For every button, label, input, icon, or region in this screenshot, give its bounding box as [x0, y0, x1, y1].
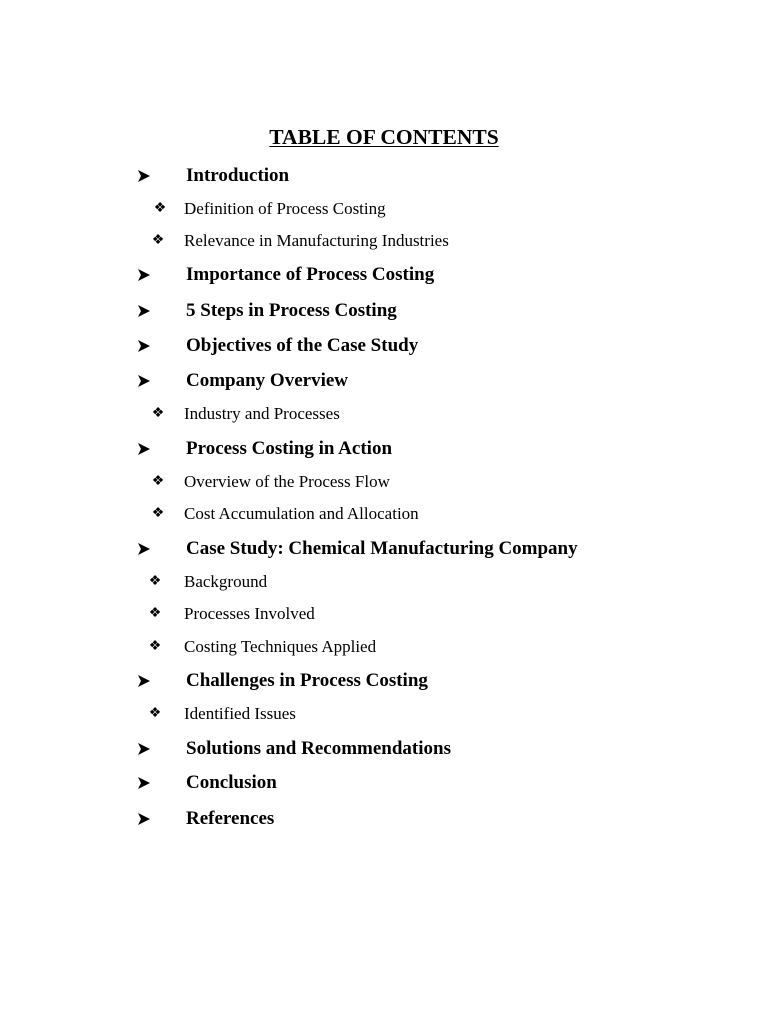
arrowhead-bullet-icon — [137, 434, 153, 464]
arrowhead-bullet-icon — [137, 366, 153, 396]
toc-entry-label: Costing Techniques Applied — [184, 637, 377, 656]
arrowhead-bullet-icon — [137, 734, 153, 764]
toc-entry-label: Conclusion — [186, 772, 277, 793]
four-diamond-bullet-icon: ❖ — [148, 639, 162, 654]
toc-entry-label: Company Overview — [186, 370, 349, 391]
toc-entry-label: Identified Issues — [184, 704, 296, 723]
toc-entry-label: Background — [184, 572, 268, 591]
toc-entry-label: Challenges in Process Costing — [186, 670, 428, 691]
toc-entry-label: Process Costing in Action — [186, 438, 393, 459]
four-diamond-bullet-icon: ❖ — [148, 574, 162, 589]
arrowhead-bullet-icon — [137, 260, 153, 290]
toc-entry-label: Relevance in Manufacturing Industries — [184, 231, 449, 250]
arrowhead-bullet-icon — [137, 331, 153, 361]
four-diamond-bullet-icon: ❖ — [151, 406, 165, 421]
four-diamond-bullet-icon: ❖ — [148, 706, 162, 721]
arrowhead-bullet-icon — [137, 666, 153, 696]
toc-entry-label: Industry and Processes — [184, 404, 340, 423]
toc-entry-label: Case Study: Chemical Manufacturing Company — [186, 538, 578, 559]
arrowhead-bullet-icon — [137, 161, 153, 191]
four-diamond-bullet-icon: ❖ — [151, 474, 165, 489]
toc-entry-label: References — [186, 808, 275, 829]
arrowhead-bullet-icon — [137, 534, 153, 564]
toc-entry-label: 5 Steps in Process Costing — [186, 300, 397, 321]
toc-entry-label: Importance of Process Costing — [186, 264, 435, 285]
toc-entry-label: Cost Accumulation and Allocation — [184, 504, 419, 523]
toc-entry-label: Objectives of the Case Study — [186, 335, 419, 356]
four-diamond-bullet-icon: ❖ — [153, 201, 167, 216]
page-title: TABLE OF CONTENTS — [269, 125, 499, 149]
toc-entry-label: Definition of Process Costing — [184, 199, 386, 218]
four-diamond-bullet-icon: ❖ — [151, 233, 165, 248]
toc-entry-label: Processes Involved — [184, 604, 315, 623]
four-diamond-bullet-icon: ❖ — [148, 606, 162, 621]
toc-entry-label: Overview of the Process Flow — [184, 472, 390, 491]
arrowhead-bullet-icon — [137, 804, 153, 834]
toc-entry-label: Solutions and Recommendations — [186, 738, 451, 759]
toc-entry-label: Introduction — [186, 165, 290, 186]
four-diamond-bullet-icon: ❖ — [151, 506, 165, 521]
arrowhead-bullet-icon — [137, 296, 153, 326]
arrowhead-bullet-icon — [137, 768, 153, 798]
